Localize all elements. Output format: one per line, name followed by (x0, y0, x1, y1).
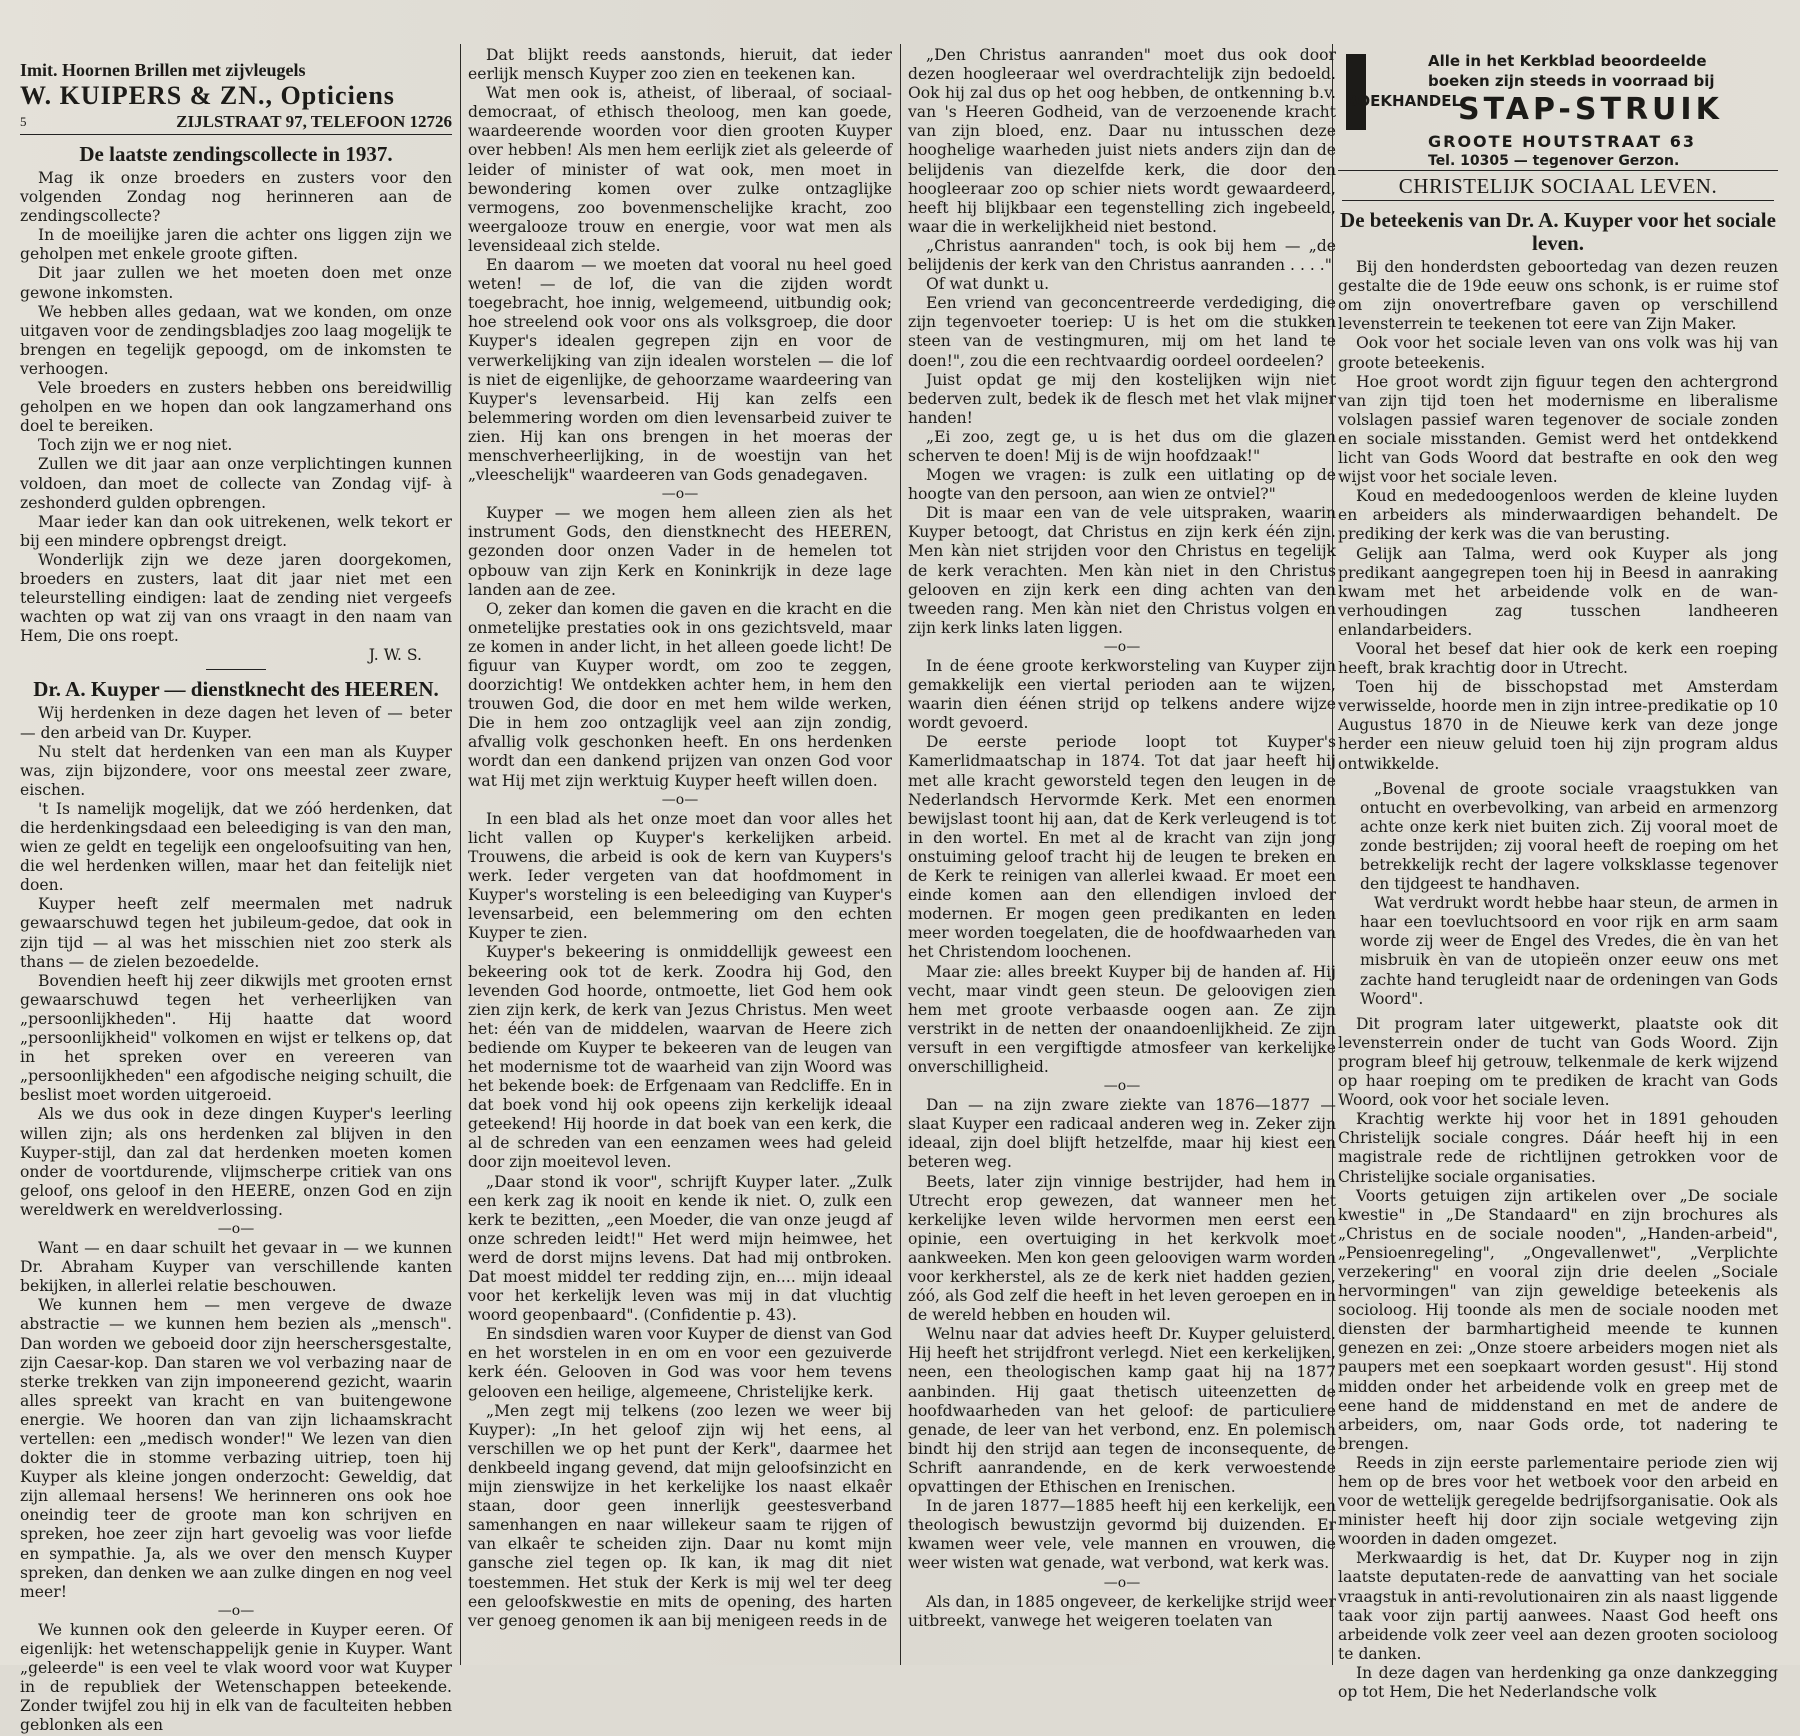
column-rule (460, 44, 461, 1665)
ad-opticians (20, 60, 452, 135)
article-body-kuyper-part5 (468, 504, 892, 790)
paragraph: Gelijk aan Talma, werd ook Kuyper als jong predikant aangegrepen toen hij in Beesd in aanraking kwam met het arbeidende volk en de wan-verhoudingen zag tusschen landheeren enlandarbeiders. (1338, 544, 1778, 639)
article-body-kuyper-part8 (908, 657, 1336, 1077)
paragraph: En daarom — we moeten dat vooral nu heel goed weten! — de lof, die van die zijden wordt toegebracht, hoe innig, welgemeend, uitbundig ook; hoe streelend ook voor ons als volksgroep, die door Kuyper's idealen gegrepen zijn en voor de verwerkelijking van zijn idealen worstelen — die lof is niet de eigenlijke, de gehoorzame waardeering van Kuyper's levensarbeid. Hij kan zelfs een belemmering worden om dien levensarbeid zuiver te zien. Hij kan ons brengen in het moeras der menschverheerlijking, in de woestijn van het „vleeschelijk" waardeeren van Gods genadegaven. (468, 256, 893, 485)
paragraph: Mag ik onze broeders en zusters voor den volgenden Zondag nog herinneren aan de zendingscollecte? (20, 169, 452, 226)
ad-bookshop-street: GROOTE HOUTSTRAAT 63 (1428, 132, 1696, 151)
paragraph: Merkwaardig is het, dat Dr. Kuyper nog in zijn laatste deputaten-rede de aanvatting van het sociale vraagstuk in anti-revolutionairen zin als naast liggende taak voor zijn partij aanwees. Naast God heeft ons arbeidende volk zeer veel aan dezen grooten socioloog te danken. (1338, 1549, 1778, 1663)
paragraph: Dit is maar een van de vele uitspraken, waarin Kuyper betoogt, dat Christus en zijn kerk één zijn. Men kàn niet strijden voor den Christus en tegelijk de kerk verachten. Men kàn niet in den Christus gelooven en zijn kerk een ding achten van den tweeden rang. Men kàn niet den Christus volgen en zijn kerk links laten liggen. (908, 504, 1336, 637)
paragraph: Als we dus ook in deze dingen Kuyper's leerling willen zijn; als ons herdenken zal blijven in den Kuyper-stijl, dan zal dat herdenken moeten komen onder de voortdurende, vlijmscherpe critiek van ons geloof, ons geloof in den HEERE, onzen God en zijn wereldwerk en wereldverlossing. (20, 1105, 452, 1219)
article-body-kuyper-part2 (20, 1239, 452, 1602)
paragraph: Nu stelt dat herdenken van een man als Kuyper was, zijn bijzondere, voor ons meestal zeer zware, eischen. (20, 742, 452, 799)
ad-opticians-address-row (20, 111, 452, 135)
paragraph: Maar zie: alles breekt Kuyper bij de handen af. Hij vecht, maar vindt geen steun. De geloovigen zien hem met groote verbaasde oogen aan. Ze zijn verstrikt in de netten der onaandoenlijkheid. Ze zijn versuft in een vergiftigde atmosfeer van kerkelijke onverschilligheid. (908, 962, 1336, 1076)
paragraph: Welnu naar dat advies heeft Dr. Kuyper geluisterd. Hij heeft het strijdfront verlegd. Niet een kerkelijken, neen, een theologischen kamp gaat hij na 1877 aanbinden. Hij gaat thetisch uiteenzetten de hoofdwaarheden van het geloof: de particuliere genade, de leer van het verbond, enz. En polemisch bindt hij den strijd aan tegen de inconsequente, de Schrift aanrandende, en de kerk verwoestende opvattingen der Ethischen en Irenischen. (908, 1325, 1336, 1497)
article-title-kuyper: Dr. A. Kuyper — dienstknecht des HEEREN. (33, 677, 439, 702)
paragraph: „Den Christus aanranden" moet dus ook door dezen hoogleeraar wel overdrachtelijk zijn bedoeld. Ook hij zal dus op het oog hebben, de ontkenning b.v. van 's Heeren Godheid, van de verzoenende kracht van zijn bloed, enz. Daar nu intusschen deze hooghelige waarheden juist niets anders zijn dan de belijdenis van diezelfde kerk, die door den hoogleeraar zoo op schier niets wordt gewaardeerd, heeft hij blijkbaar een tegenstelling zich ingebeeld, waar die in werkelijkheid niet bestond. (908, 46, 1336, 236)
paragraph: Zullen we dit jaar aan onze verplichtingen kunnen voldoen, dan moet de collecte van Zondag vijf- à zeshonderd gulden opbrengen. (20, 455, 452, 512)
paragraph: 't Is namelijk mogelijk, dat we zóó herdenken, dat die herdenkingsdaad een beleediging is van den man, wien ze geldt en tegelijk een ongeloofsuiting van hen, die wel herdenken willen, maar het dan feitelijk niet doen. (20, 799, 452, 895)
paragraph: Dan — na zijn zware ziekte van 1876—1877 — slaat Kuyper een radicaal anderen weg in. Zeker zijn ideaal, zijn doel blijft hetzelfde, maar hij kiest een beteren weg. (908, 1096, 1336, 1172)
paragraph: „Ei zoo, zegt ge, u is het dus om die glazen scherven te doen! Mij is de wijn hoofdzaak!" (908, 427, 1336, 465)
ad-bookshop (1338, 48, 1778, 171)
column-3 (908, 46, 1336, 1665)
paragraph: Als dan, in 1885 ongeveer, de kerkelijke strijd weer uitbreekt, vanwege het weigeren toelaten van (908, 1592, 1336, 1630)
article-body-zendingscollecte (20, 169, 452, 646)
article-signature: J. W. S. (368, 646, 422, 665)
paragraph: Juist opdat ge mij den kostelijken wijn niet bederven zult, bedek ik de flesch met het vlak mijner handen! (908, 370, 1336, 427)
separator: —o— (1103, 1078, 1141, 1095)
paragraph: Dit jaar zullen we het moeten doen met onze gewone inkomsten. (20, 264, 452, 302)
paragraph: „Daar stond ik voor", schrijft Kuyper later. „Zulk een kerk zag ik nooit en kende ik niet. O, zulk een kerk te bezitten, „een Moeder, die van onze jeugd af onze schreden leidt!" Het werd mijn heimwee, het werd de dorst mijns levens. Dat had mij ontbroken. Dat moest middel ter redding zijn, en.... mijn ideaal voor het kerkelijk leven was mij in dat vluchtig woord geopenbaard". (Confidentie p. 43). (468, 1172, 892, 1325)
paragraph: In deze dagen van herdenking ga onze dankzegging op tot Hem, Die het Nederlandsche volk (1338, 1663, 1778, 1702)
ad-bookshop-line2: boeken zijn steeds in voorraad bij (1428, 72, 1715, 90)
article-body-kuyper-part9 (908, 1096, 1336, 1573)
paragraph: Maar ieder kan dan ook uitrekenen, welk tekort er bij een mindere opbrengst dreigt. (20, 512, 452, 550)
separator: —o— (661, 791, 699, 808)
article-quote (1338, 780, 1778, 1009)
paragraph: Bovendien heeft hij zeer dikwijls met grooten ernst gewaarschuwd tegen het verheerlijken van „persoonlijkheden". Hij haatte dat woord „persoonlijkheid" volkomen en wijst er telkens op, dat in het spreken over en vereeren van „persoonlijkheden" een afgodische neiging schuilt, die beslist moet worden uitgeroeid. (20, 971, 452, 1105)
ad-bookshop-phone: Tel. 10305 — tegenover Gerzon. (1428, 153, 1680, 169)
paragraph: Ook voor het sociale leven van ons volk was hij van groote beteekenis. (1338, 334, 1778, 372)
ad-opticians-name: W. KUIPERS & ZN., Opticiens (20, 81, 395, 110)
paragraph: In de moeilijke jaren die achter ons liggen zijn we geholpen met enkele groote giften. (20, 226, 452, 264)
article-body-kuyper-part4 (468, 46, 892, 485)
paragraph: „Christus aanranden" toch, is ook bij hem — „de belijdenis der kerk van den Christus aanranden . . . ." (908, 236, 1336, 275)
column-rule (900, 44, 901, 1665)
article-body-sociale-leven-part2 (1338, 1015, 1778, 1702)
ad-opticians-address: ZIJLSTRAAT 97, TELEFOON 12726 (176, 112, 452, 131)
paragraph: De eerste periode loopt tot Kuyper's Kamerlidmaatschap in 1874. Tot dat jaar heeft hij met alle kracht geworsteld tegen den leugen in de Nederlandsch Hervormde Kerk. Met een enormen bewijslast toont hij aan, dat de Kerk verleugend is tot in den wortel. En met al de kracht van zijn jong onstuiming geloof tracht hij de leugen te breken en de Kerk te reinigen van allerlei kwaad. Er moet een einde komen aan den ellendigen invloed der modernen. Er mogen geen predikanten en leden meer worden toegelaten, die de hoofdwaarheden van het Christendom loochenen. (908, 733, 1336, 962)
paragraph: Mogen we vragen: is zulk een uitlating op de hoogte van den persoon, aan wien ze ontviel?" (908, 466, 1336, 504)
article-title-zendingscollecte: De laatste zendingscollecte in 1937. (79, 142, 393, 166)
paragraph: Of wat dunkt u. (926, 275, 1050, 294)
paragraph: Een vriend van geconcentreerde verdediging, die zijn tegenvoeter toeriep: U is het om die stukken steen van de vestingmuren, mij om het land te doen!", zou die een rechtvaardig oordeel oordeelen? (908, 294, 1336, 370)
column-1 (20, 60, 452, 1735)
paragraph: Voorts getuigen zijn artikelen over „De sociale kwestie" in „De Standaard" en zijn brochures als „Christus en de sociale nooden", „Handen-arbeid", „Pensioenregeling", „Ongevallenwet", „Verplichte verzekering" en vooral zijn drie deelen „Sociale hervormingen" van zijn geweldige beteekenis als socioloog. Hij toonde als men de sociale nooden met diensten der barmhartigheid meende te kunnen genezen en zei: „Onze stoere arbeiders mogen niet als paupers met een soepkaart worden gesust". Hij stond midden onder het arbeidende volk en greep met de eene hand de middenstand en met de andere de arbeiders, om, naar Gods orde, tot nadering te brengen. (1338, 1186, 1778, 1453)
paragraph: Dit program later uitgewerkt, plaatste ook dit levensterrein onder de tucht van Gods Woord. Zijn program bleef hij getrouw, telkenmale de kerk wijzend op haar roeping om te prediken de kracht van Gods Woord, ook voor het sociale leven. (1338, 1014, 1778, 1110)
paragraph: „Men zegt mij telkens (zoo lezen we weer bij Kuyper): „In het geloof zijn wij het eens, al verschillen we op het punt der Kerk", daarmee het denkbeeld ingang gevend, dat mijn geloofsinzicht en mijn zienswijze in het kerkelijke los naast elkaêr staan, door geen innerlijk geestesverband samenhangen en naar willekeur saam te rijgen of van elkaêr te scheiden zijn. Daar nu komt mijn gansche ziel tegen op. Ik kan, ik mag dit niet toestemmen. Het stuk der Kerk is mij wel ter deeg een geloofskwestie en mits de opening, des harten ver genoeg genomen ik aan bij menigeen reeds in de (468, 1401, 892, 1630)
paragraph: We hebben alles gedaan, wat we konden, om onze uitgaven voor de zendingsbladjes zoo laag mogelijk te brengen en tegelijk gepoogd, om de inkomsten te verhoogen. (20, 302, 452, 378)
paragraph: In een blad als het onze moet dan voor alles het licht vallen op Kuyper's kerkelijken arbeid. Trouwens, die arbeid is ook de kern van Kuypers's werk. Ieder vergeten van dat hoofdmoment in Kuyper's worsteling is een beleediging van Kuyper's levensarbeid, een belemmering om den echten Kuyper te zien. (468, 809, 892, 943)
paragraph: Beets, later zijn vinnige bestrijder, had hem in Utrecht erop gewezen, dat wanneer men het kerkelijke leven wilde hervormen men eerst een opinie, een overtuiging in het kerkvolk moet aankweeken. Men kon geen geloovigen warm worden voor kerkherstel, als ze de kerk niet hadden gezien, zóó, als God zelf die heeft in het leven geroepen en in de wereld hebben en houden wil. (908, 1172, 1336, 1325)
paragraph: Wij herdenken in deze dagen het leven of — beter — den arbeid van Dr. Kuyper. (20, 704, 452, 742)
paragraph: Kuyper's bekeering is onmiddellijk geweest een bekeering ook tot de kerk. Zoodra hij God, den levenden God hoorde, ontmoette, liet God hem ook zien zijn kerk, de kerk van Jezus Christus. Men weet het: één van de middelen, waarvan de Heere zich bediende om Kuyper te bekeeren van de leugen van het modernisme tot de waarheid van zijn Woord was het bekende boek: de Erfgenaam van Redcliffe. En in dat boek vond hij ook opeens zijn kerkelijk ideaal geteekend! Hij hoorde in dat boek van een kerk, die al de schreden van een eenzamen wees had geleid door zijn moeitevol leven. (468, 943, 892, 1172)
paragraph: Hoe groot wordt zijn figuur tegen den achtergrond van zijn tijd toen het modernisme en liberalisme volslagen passief waren tegenover de sociale zonden en sociale misstanden. Gemist werd het ontdekkend licht van Gods Woord dat bestrafte en ook den weg wijst voor het sociale leven. (1338, 372, 1778, 487)
article-body-kuyper-part1 (20, 704, 452, 1220)
article-body-kuyper-part6 (468, 810, 892, 1631)
paragraph: In de jaren 1877—1885 heeft hij een kerkelijk, een theologisch bewustzijn gevormd bij duizenden. Er kwamen weer vele, vele mannen en vrouwen, die weer wisten wat genade, wat verbond, wat kerk was. (908, 1497, 1336, 1573)
column-2 (468, 46, 892, 1665)
separator: —o— (217, 1602, 255, 1619)
paragraph: In de éene groote kerkworsteling van Kuyper zijn gemakkelijk een viertal perioden aan te wijzen, waarin dien éénen strijd op telkens andere wijze wordt gevoerd. (908, 657, 1336, 733)
paragraph: Bij den honderdsten geboortedag van dezen reuzen gestalte die de 19de eeuw ons schonk, is er ruime stof om zijn onovertrefbare gaven op verschillend levensterrein te teekenen tot eere van Zijn Maker. (1338, 258, 1778, 334)
paragraph: „Bovenal de groote sociale vraagstukken van ontucht en overbevolking, van arbeid en armenzorg achte onze kerk niet buiten zich. Zij vooral moet de zonde bestrijden; zij vooral heeft de roeping om het betrekkelijk recht der lagere volksklasse tegenover den tijdgeest te handhaven. (1360, 779, 1778, 894)
paragraph: Wonderlijk zijn we deze jaren doorgekomen, broeders en zusters, laat dit jaar niet met een teleurstelling eindigen: laat de zending niet vergeefs wachten op wat zij van ons vraagt in den naam van Hem, Die ons roept. (20, 550, 452, 646)
article-body-kuyper-part3 (20, 1621, 452, 1736)
article-body-sociale-leven-part1 (1338, 258, 1778, 774)
article-body-kuyper-part7 (908, 46, 1336, 638)
paragraph: Wat verdrukt wordt hebbe haar steun, de armen in haar een toevluchtsoord en voor rijk en arm saam worde zij weer de Engel des Vredes, die èn van het misbruik èn van de utopieën onzer eeuw ons met zachte hand terugleidt naar de ordeningen van Gods Woord". (1360, 894, 1778, 1008)
column-4 (1338, 48, 1778, 1702)
paragraph: Toch zijn we er nog niet. (38, 436, 233, 455)
paragraph: Wat men ook is, atheist, of liberaal, of sociaal-democraat, of ethisch theoloog, men kan goede, waardeerende woorden voor dien grooten Kuyper over hebben! Als men hem eerlijk ziet als geleerde of leider of minister of wat ook, men moet in bewondering komen over zulke ontzaglijke vermogens, zoo bovenmenschelijke kracht, zoo weergalooze trouw en energie, voor wat men als levensideaal zich stelde. (468, 84, 892, 255)
paragraph: Toen hij de bisschopstad met Amsterdam verwisselde, hoorde men in zijn intree-predikatie op 10 Augustus 1870 in de Nieuwe kerk van deze jonge herder een nieuw geluid toen hij zijn program aldus ontwikkelde. (1338, 678, 1778, 773)
article-body-kuyper-part10 (908, 1593, 1336, 1631)
separator: —o— (1103, 1574, 1141, 1591)
paragraph: Kuyper heeft zelf meermalen met nadruk gewaarschuwd tegen het jubileum-gedoe, dat ook in zijn tijd — al was het misschien niet zoo sterk als thans — de zielen bezoedelde. (20, 895, 452, 971)
paragraph: Want — en daar schuilt het gevaar in — we kunnen Dr. Abraham Kuyper van verschillende kanten bekijken, in allerlei relatie beschouwen. (20, 1239, 452, 1296)
paragraph: Kuyper — we mogen hem alleen zien als het instrument Gods, den dienstknecht des HEEREN, gezonden door onzen Vader in de hemelen tot opbouw van zijn Kerk en Koninkrijk in deze lage landen aan de zee. (468, 504, 892, 599)
paragraph: Krachtig werkte hij voor het in 1891 gehouden Christelijk sociale congres. Dáár heeft hij in een magistrale rede de richtlijnen getrokken voor de Christelijke sociale organisaties. (1338, 1110, 1778, 1186)
paragraph: Dat blijkt reeds aanstonds, hieruit, dat ieder eerlijk mensch Kuyper zoo zien en teekenen kan. (468, 46, 892, 84)
paragraph: O, zeker dan komen die gaven en die kracht en die onmetelijke prestaties ook in ons gezichtsveld, maar ze komen in ander licht, in het alleen goede licht! De figuur van Kuyper wordt, om zoo te zeggen, doorzichtig! We ontdekken achter hem, in hem den trouwen God, die door en met hem wilde werken, Die in hem zoo ontzaglijk veel aan zijn zondig, afvallig volk geschonken heeft. En ons herdenken wordt dan een dankend prijzen van onzen God voor wat Hij met zijn werktuig Kuyper heeft willen doen. (468, 599, 892, 790)
paragraph: We kunnen hem — men vergeve de dwaze abstractie — we kunnen hem bezien als „mensch". Dan worden we geboeid door zijn heerschersgestalte, zijn Caesar-kop. Dan staren we vol verbazing naar de sterke trekken van zijn imponeerend gezicht, waarin alles spreekt van kracht en van buitengewone energie. We hooren dan van zijn lichaamskracht vertellen: een „medisch wonder!" We lezen van dien dokter die in stomme verbazing uitriep, toen hij Kuyper als kleine jongen onderzocht: Geweldig, dat zijn allemaal hersens! We herinneren ons ook hoe oneindig teer de groote man kon schrijven en spreken, hoe zeer zijn hart gevoelig was voor liefde en sympathie. Ja, als we over den mensch Kuyper spreken, dan denken we aan zulke dingen en nog veel meer! (20, 1296, 452, 1601)
article-title-sociale-leven: De beteekenis van Dr. A. Kuyper voor het sociale leven. (1340, 208, 1776, 256)
ad-bookshop-name: STAP-STRUIK (1458, 92, 1723, 127)
paragraph: Vooral het besef dat hier ook de kerk een roeping heeft, brak krachtig door in Utrecht. (1338, 639, 1778, 678)
ad-opticians-tagline: Imit. Hoornen Brillen met zijvleugels (20, 60, 306, 80)
ad-reference-number: 5 (20, 114, 27, 129)
paragraph: En sindsdien waren voor Kuyper de dienst van God en het worstelen in en om en voor een gezuiverde kerk één. Gelooven in God was voor hem tevens gelooven een heilige, algemeene, Christelijke kerk. (468, 1325, 892, 1401)
ad-bookshop-line1: Alle in het Kerkblad beoordeelde (1428, 52, 1707, 70)
divider (206, 669, 266, 670)
separator: —o— (1103, 638, 1141, 655)
section-header: CHRISTELIJK SOCIAAL LEVEN. (1342, 175, 1774, 201)
separator: —o— (661, 486, 699, 503)
separator: —o— (217, 1220, 255, 1237)
ad-bookshop-label: BOEKHANDEL (1346, 92, 1462, 110)
paragraph: We kunnen ook den geleerde in Kuyper eeren. Of eigenlijk: het wetenschappelijk genie in Kuyper. Want „geleerde" is een veel te vlak woord voor wat Kuyper in de republiek der Wetenschappen beteekende. Zonder twijfel zou hij in elk van de faculteiten hebben geblonken als een (20, 1620, 452, 1735)
paragraph: Koud en mededoogenloos werden de kleine luyden en arbeiders als minderwaardigen behandelt. De prediking der kerk was die van berusting. (1338, 487, 1778, 544)
paragraph: Vele broeders en zusters hebben ons bereidwillig geholpen en we hopen dan ook langzamerhand ons doel te bereiken. (20, 379, 452, 436)
paragraph: Reeds in zijn eerste parlementaire periode zien wij hem op de bres voor het wetboek voor den arbeid en voor de wettelijk geregelde bedrijfsorganisatie. Ook als minister heeft hij door zijn sociale wetgeving zijn woorden in daden omgezet. (1338, 1453, 1778, 1549)
